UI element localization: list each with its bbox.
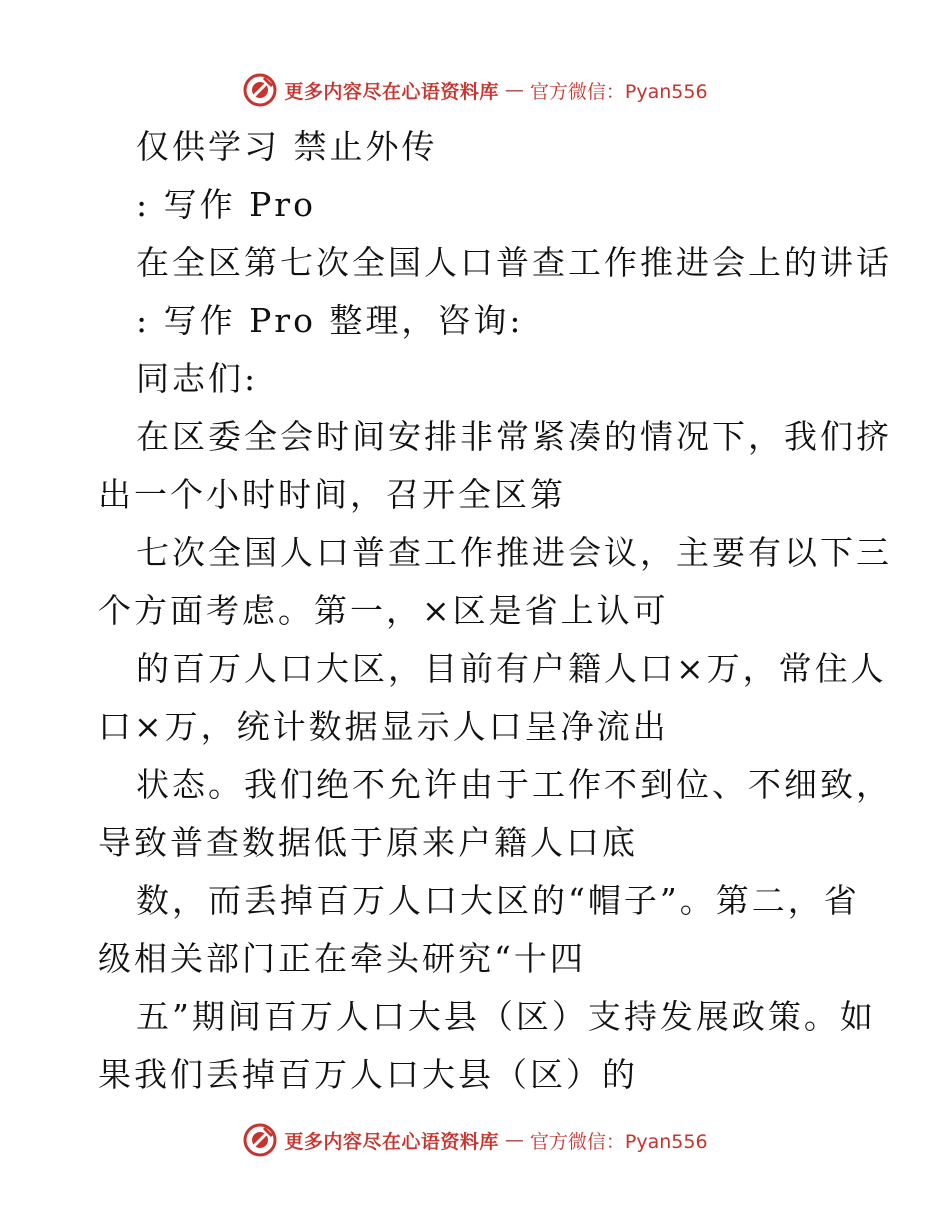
paragraph-line: 数，而丢掉百万人口大区的“帽子”。第二，省 <box>136 881 860 920</box>
watermark-brand: 更多内容尽在心语资料库 <box>284 80 499 103</box>
paragraph-line: 出一个小时时间，召开全区第 <box>98 475 566 514</box>
watermark-brand: 更多内容尽在心语资料库 <box>284 1130 499 1153</box>
paragraph-line: 导致普查数据低于原来户籍人口底 <box>98 823 638 862</box>
paragraph-line: 果我们丢掉百万人口大县（区）的 <box>98 1055 638 1094</box>
watermark-wechat: 官方微信：Pyan556 <box>529 80 708 103</box>
paragraph-line: 口×万，统计数据显示人口呈净流出 <box>98 707 669 746</box>
paragraph-line: 在区委全会时间安排非常紧凑的情况下，我们挤 <box>136 417 892 456</box>
watermark-separator: — <box>504 79 524 101</box>
paragraph-line: 七次全国人口普查工作推进会议，主要有以下三 <box>136 533 892 572</box>
paragraph-line: 个方面考虑。第一，×区是省上认可 <box>98 591 669 630</box>
watermark-wechat: 官方微信：Pyan556 <box>529 1130 708 1153</box>
salutation: 同志们: <box>136 359 259 398</box>
text-line: : 写作 Pro <box>136 185 316 224</box>
document-body <box>98 118 892 1104</box>
paragraph-line: 级相关部门正在牵头研究“十四 <box>98 939 586 978</box>
paragraph-line: 的百万人口大区，目前有户籍人口×万，常住人 <box>136 649 887 688</box>
footer-watermark <box>0 1120 950 1160</box>
seal-logo-icon <box>242 1122 278 1158</box>
paragraph-line: 五”期间百万人口大县（区）支持发展政策。如 <box>136 997 876 1036</box>
document-title: 在全区第七次全国人口普查工作推进会上的讲话 <box>136 243 892 282</box>
seal-logo-icon <box>242 72 278 108</box>
text-line: 仅供学习 禁止外传 <box>136 127 438 166</box>
text-line: : 写作 Pro 整理，咨询: <box>136 301 524 340</box>
paragraph-line: 状态。我们绝不允许由于工作不到位、不细致， <box>136 765 892 804</box>
watermark-separator: — <box>504 1129 524 1151</box>
header-watermark <box>0 70 950 110</box>
